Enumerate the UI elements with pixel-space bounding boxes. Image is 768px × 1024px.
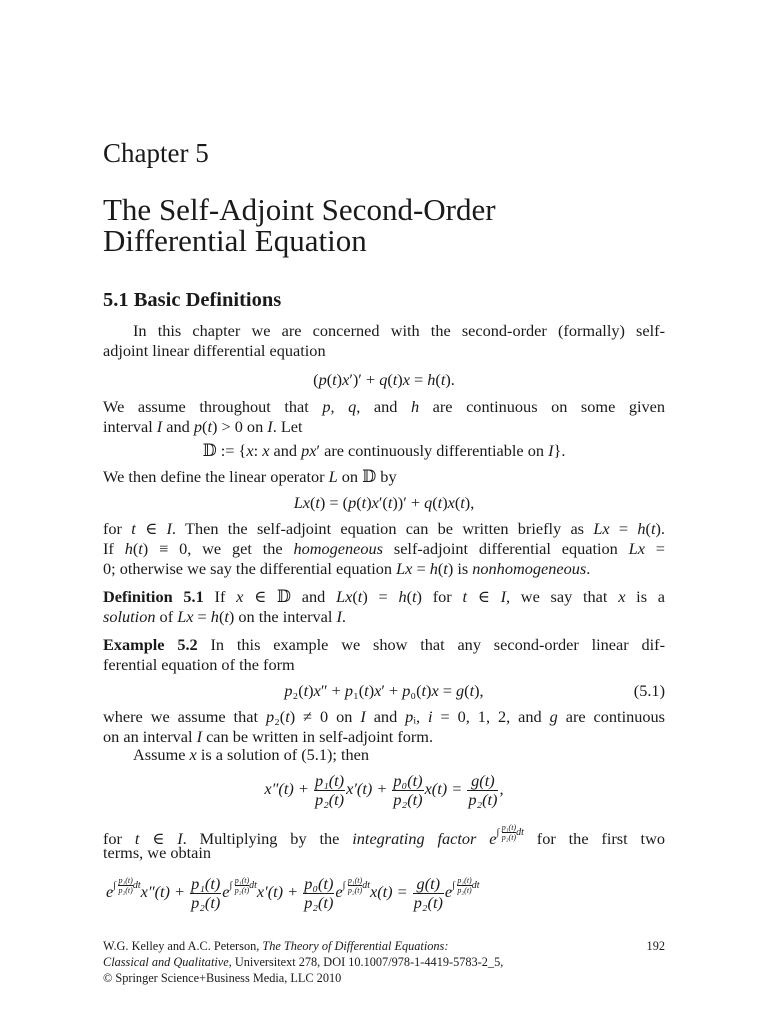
italic-text: h: [637, 519, 646, 538]
italic-text: I: [336, 607, 342, 626]
mini-fraction: [348, 876, 362, 895]
denominator: p₂(t): [234, 886, 250, 896]
footer-doi: , Universitext 278, DOI 10.1007/978-1-4419-5783-2_5,: [228, 955, 504, 969]
text-segment: (: [326, 370, 333, 389]
paragraph-line: [103, 727, 665, 747]
numerator: p₁(t): [501, 823, 517, 833]
text-segment: ∈ 𝔻 and: [243, 587, 337, 606]
paragraph-line: [103, 559, 665, 579]
italic-text: h: [210, 607, 219, 626]
italic-text: p: [284, 681, 293, 700]
differential: dt: [132, 880, 141, 891]
integral-sign: ∫: [496, 827, 500, 838]
differential: dt: [362, 880, 370, 891]
text-segment: , we say that: [505, 587, 619, 606]
denominator: p₂(t): [191, 892, 221, 912]
math-term: x″(t) +: [264, 779, 313, 798]
italic-text: Lx: [396, 559, 413, 578]
text-segment: (: [352, 587, 358, 606]
text-segment: .: [341, 607, 346, 626]
math-term: x(t) =: [369, 882, 412, 901]
text-segment: ″ +: [320, 681, 345, 700]
denominator: p₂(t): [457, 886, 472, 896]
text-segment: ): [368, 681, 375, 700]
italic-text: t: [285, 707, 290, 726]
text-segment: (: [432, 493, 438, 512]
italic-text: I: [196, 727, 203, 746]
text-segment: and: [162, 417, 194, 436]
italic-text: p: [348, 493, 357, 512]
text-segment: . Multiplying by the: [182, 829, 353, 848]
text-segment: where we assume that: [103, 707, 266, 726]
text-segment: of: [155, 607, 178, 626]
denominator: p₂(t): [347, 886, 363, 896]
italic-text: t: [387, 493, 393, 512]
italic-text: p: [402, 681, 411, 700]
text-segment: ) =: [362, 587, 399, 606]
text-segment: If: [103, 539, 125, 558]
text-segment: ₀(: [410, 681, 422, 700]
text-segment: ᵢ,: [413, 707, 429, 726]
math-term: x′(t) +: [346, 779, 392, 798]
italic-text: t: [207, 417, 212, 436]
exponent: [230, 866, 257, 906]
italic-text: I: [548, 441, 554, 460]
text-segment: ): [366, 493, 372, 512]
numerator: p₁(t): [118, 876, 133, 886]
chapter-label: Chapter 5: [103, 138, 209, 168]
text-segment: In this chapter we are concerned with the second-order (formally) self-: [133, 321, 665, 340]
text-segment: =: [193, 607, 211, 626]
italic-text: q: [348, 397, 357, 416]
integral-sign: ∫: [452, 880, 455, 891]
italic-text: x: [236, 587, 244, 606]
text-segment: ₂(: [274, 707, 286, 726]
italic-text: Lx: [336, 587, 353, 606]
numerator: p₁(t): [457, 876, 472, 886]
definition-label: Definition 5.1: [103, 587, 204, 606]
denominator: p₂(t): [501, 833, 517, 843]
definition-line: [103, 607, 665, 627]
text-segment: and: [269, 441, 302, 460]
text-segment: (: [437, 559, 444, 578]
text-segment: =: [609, 519, 638, 538]
denominator: p₂(t): [314, 789, 345, 809]
text-segment: ): [442, 493, 448, 512]
text-segment: 𝔻 := {: [202, 441, 247, 460]
text-segment: ferential equation of the form: [103, 655, 295, 674]
text-segment: on 𝔻 by: [337, 467, 397, 486]
math-term: x′(t) +: [256, 882, 303, 901]
denominator: p₂(t): [304, 892, 334, 912]
text-segment: ): [308, 681, 314, 700]
text-segment: ) is: [447, 559, 473, 578]
text-segment: for the first two: [523, 829, 665, 848]
paragraph-line: [103, 467, 665, 487]
text-segment: ₁(: [353, 681, 365, 700]
text-segment: ) ≠ 0 on: [289, 707, 361, 726]
italic-text: g: [456, 681, 465, 700]
italic-text: t: [443, 559, 448, 578]
math-e: e: [335, 882, 343, 901]
text-segment: (: [406, 587, 412, 606]
denominator: p₂(t): [118, 886, 133, 896]
equation-operator: [103, 493, 665, 513]
italic-text: nonhomogeneous: [472, 559, 587, 578]
paragraph-line: [103, 707, 665, 727]
text-segment: can be written in self-adjoint form.: [202, 727, 434, 746]
footer-book-title: Classical and Qualitative: [103, 955, 229, 969]
equation-multiplied: [106, 866, 676, 912]
italic-text: t: [469, 681, 475, 700]
example-line: [103, 655, 665, 675]
integral-sign: ∫: [229, 880, 233, 891]
math-e: e: [106, 882, 114, 901]
text-segment: . Let: [272, 417, 303, 436]
text-segment: (: [454, 493, 461, 512]
italic-text: t: [357, 587, 363, 606]
footer-book-title: The Theory of Differential Equations:: [262, 939, 449, 953]
text-segment: ): [397, 370, 403, 389]
text-segment: =: [644, 539, 665, 558]
math-e: e: [444, 882, 453, 901]
equation-5-1: [103, 681, 665, 701]
math-term: x″(t) +: [140, 882, 190, 901]
italic-text: i: [428, 707, 433, 726]
text-segment: ))′ +: [392, 493, 425, 512]
paragraph-line: [103, 843, 665, 863]
text-segment: We then define the linear operator: [103, 467, 329, 486]
differential: dt: [516, 827, 524, 838]
exponent: [113, 866, 140, 906]
italic-text: x: [431, 681, 439, 700]
fraction: [467, 772, 498, 809]
italic-text: t: [224, 607, 229, 626]
mini-fraction: [235, 876, 249, 895]
text-segment: (: [435, 370, 441, 389]
footer-line-2: [103, 954, 503, 970]
italic-text: L: [328, 467, 338, 486]
italic-text: x: [447, 493, 455, 512]
italic-text: I: [156, 417, 163, 436]
italic-text: px: [301, 441, 317, 460]
text-segment: In this example we show that any second-order linear dif-: [197, 635, 665, 654]
italic-text: Lx: [628, 539, 645, 558]
italic-text: t: [303, 681, 309, 700]
numerator: p₀(t): [393, 770, 423, 790]
italic-text: I: [500, 587, 506, 606]
fraction: [303, 875, 334, 912]
italic-text: p: [265, 707, 275, 726]
equation-number: (5.1): [633, 681, 665, 700]
paragraph-line: [103, 341, 665, 361]
mini-fraction: [118, 876, 132, 895]
text-segment: ) ≡ 0, we get the: [142, 539, 294, 558]
text-segment: ₂(: [292, 681, 304, 700]
numerator: p₁(t): [347, 876, 363, 886]
numerator: g(t): [413, 875, 444, 894]
italic-text: x: [246, 441, 254, 460]
differential: dt: [471, 880, 480, 891]
italic-text: h: [427, 370, 436, 389]
footer-authors: W.G. Kelley and A.C. Peterson,: [103, 939, 263, 953]
equation-self-adjoint: [103, 370, 665, 390]
text-segment: interval: [103, 417, 157, 436]
text-segment: is a solution of (5.1); then: [196, 745, 370, 764]
italic-text: t: [437, 493, 443, 512]
footer-line-1: [103, 938, 448, 954]
text-segment: = 0, 1, 2, and: [432, 707, 550, 726]
text-segment: . Then the self-adjoint equation can be written briefly as: [171, 519, 594, 538]
italic-text: t: [364, 681, 369, 700]
italic-text: x: [371, 493, 379, 512]
paragraph-line: [103, 417, 665, 437]
math-e: e: [222, 882, 230, 901]
text-segment: (: [132, 539, 139, 558]
italic-text: t: [650, 519, 656, 538]
fraction: [413, 875, 444, 912]
italic-text: t: [332, 370, 337, 389]
text-segment: 0; otherwise we say the differential equation: [103, 559, 397, 578]
chapter-title-line2: Differential Equation: [103, 223, 367, 258]
integral-sign: ∫: [342, 880, 346, 891]
text-segment: terms, we obtain: [103, 843, 212, 862]
numerator: p₁(t): [234, 876, 250, 886]
italic-text: t: [392, 370, 398, 389]
denominator: p₂(t): [468, 789, 498, 809]
math-e: e: [489, 829, 497, 848]
italic-text: t: [315, 493, 320, 512]
text-segment: , and: [356, 397, 411, 416]
text-segment: (: [645, 519, 651, 538]
text-segment: =: [409, 370, 428, 389]
text-segment: If: [203, 587, 237, 606]
italic-text: h: [398, 587, 407, 606]
text-segment: self-adjoint differential equation: [383, 539, 629, 558]
numerator: p₀(t): [304, 873, 334, 893]
text-segment: is a: [625, 587, 666, 606]
italic-text: x: [402, 370, 410, 389]
paragraph-line: [103, 321, 665, 341]
text-segment: ) for: [416, 587, 463, 606]
italic-text: I: [166, 519, 172, 538]
italic-text: p: [344, 681, 354, 700]
text-segment: ),: [464, 493, 475, 512]
text-segment: (: [464, 681, 470, 700]
exponent: [343, 866, 370, 906]
italic-text: t: [421, 681, 427, 700]
text-segment: ′)′ +: [349, 370, 380, 389]
italic-text: integrating factor: [352, 829, 477, 848]
text-segment: and: [365, 707, 406, 726]
italic-text: solution: [103, 607, 156, 626]
italic-text: Lx: [177, 607, 194, 626]
text-segment: ): [426, 681, 432, 700]
equation-divided: [103, 770, 665, 809]
italic-text: t: [440, 370, 446, 389]
text-segment: (: [387, 370, 393, 389]
italic-text: I: [360, 707, 366, 726]
italic-text: x: [618, 587, 626, 606]
italic-text: Lx: [593, 519, 610, 538]
exponent: [497, 823, 524, 843]
italic-text: h: [410, 397, 420, 416]
text-segment: =: [438, 681, 457, 700]
exponent: [452, 866, 479, 906]
text-segment: (: [202, 417, 208, 436]
paragraph-line: [103, 539, 665, 559]
example-label: Example 5.2: [103, 635, 198, 654]
paragraph-line: [103, 519, 665, 539]
equation-domain: [103, 441, 665, 461]
section-heading: 5.1 Basic Definitions: [103, 289, 282, 311]
fraction: [392, 772, 423, 809]
text-segment: (: [309, 493, 316, 512]
italic-text: I: [177, 829, 183, 848]
text-segment: (: [218, 607, 225, 626]
text-segment: ).: [655, 519, 665, 538]
italic-text: t: [460, 493, 465, 512]
footer-copyright: © Springer Science+Business Media, LLC 2010: [103, 971, 342, 985]
italic-text: g: [549, 707, 558, 726]
text-segment: ): [336, 370, 343, 389]
italic-text: h: [429, 559, 438, 578]
text-segment: ) = (: [319, 493, 349, 512]
italic-text: t: [138, 539, 143, 558]
italic-text: x: [313, 681, 321, 700]
text-segment: for: [103, 829, 135, 848]
text-segment: ′ +: [381, 681, 403, 700]
denominator: p₂(t): [413, 892, 443, 912]
text-segment: on an interval: [103, 727, 197, 746]
italic-text: x: [189, 745, 197, 764]
italic-text: t: [134, 829, 140, 848]
text-segment: ),: [474, 681, 484, 700]
text-segment: ) > 0 on: [211, 417, 268, 436]
text-segment: ∈: [139, 829, 178, 848]
italic-text: h: [124, 539, 133, 558]
italic-text: t: [361, 493, 367, 512]
numerator: p₁(t): [191, 873, 221, 893]
numerator: p₁(t): [314, 770, 345, 790]
italic-text: t: [131, 519, 136, 538]
text-segment: ′(: [378, 493, 388, 512]
text-segment: for: [103, 519, 132, 538]
text-segment: }.: [553, 441, 566, 460]
text-segment: ∈: [466, 587, 501, 606]
example-line: [103, 635, 665, 655]
text-segment: Assume: [133, 745, 190, 764]
italic-text: t: [412, 587, 417, 606]
definition-line: [103, 587, 665, 607]
italic-text: p: [322, 397, 331, 416]
numerator: g(t): [467, 772, 498, 791]
italic-text: t: [462, 587, 467, 606]
text-segment: =: [412, 559, 430, 578]
text-segment: ∈: [135, 519, 167, 538]
italic-text: homogeneous: [293, 539, 384, 558]
text-segment: ,: [330, 397, 349, 416]
italic-text: x: [262, 441, 270, 460]
paragraph-line: [103, 745, 665, 765]
text-segment: :: [253, 441, 263, 460]
text-segment: (: [313, 370, 319, 389]
differential: dt: [249, 880, 257, 891]
integral-sign: ∫: [113, 880, 116, 891]
text-segment: are continuous on some given: [419, 397, 666, 416]
definition-text: [204, 587, 665, 606]
italic-text: q: [379, 370, 388, 389]
italic-text: q: [424, 493, 433, 512]
text-segment: ′ are continuously differentiable on: [316, 441, 549, 460]
italic-text: I: [267, 417, 273, 436]
math-term: x(t) =: [424, 779, 467, 798]
text-segment: ) on the interval: [228, 607, 337, 626]
denominator: p₂(t): [393, 789, 423, 809]
text-segment: ).: [445, 370, 455, 389]
italic-text: p: [318, 370, 327, 389]
text-segment: .: [586, 559, 591, 578]
italic-text: x: [342, 370, 350, 389]
text-segment: (: [356, 493, 362, 512]
italic-text: p: [405, 707, 414, 726]
example-text: [198, 635, 665, 654]
mini-fraction: [502, 823, 516, 842]
mini-fraction: [457, 876, 471, 895]
fraction: [314, 772, 345, 809]
chapter-title: [103, 194, 496, 256]
text-segment: are continuous: [557, 707, 666, 726]
chapter-title-line1: The Self-Adjoint Second-Order: [103, 192, 496, 227]
italic-text: Lx: [293, 493, 310, 512]
text-segment: We assume throughout that: [103, 397, 323, 416]
italic-text: x: [374, 681, 382, 700]
text-segment: adjoint linear differential equation: [103, 341, 326, 360]
page-number: 192: [646, 939, 665, 953]
paragraph-line: [103, 397, 665, 417]
fraction: [190, 875, 221, 912]
italic-text: p: [193, 417, 203, 436]
math-term: ,: [499, 779, 504, 798]
